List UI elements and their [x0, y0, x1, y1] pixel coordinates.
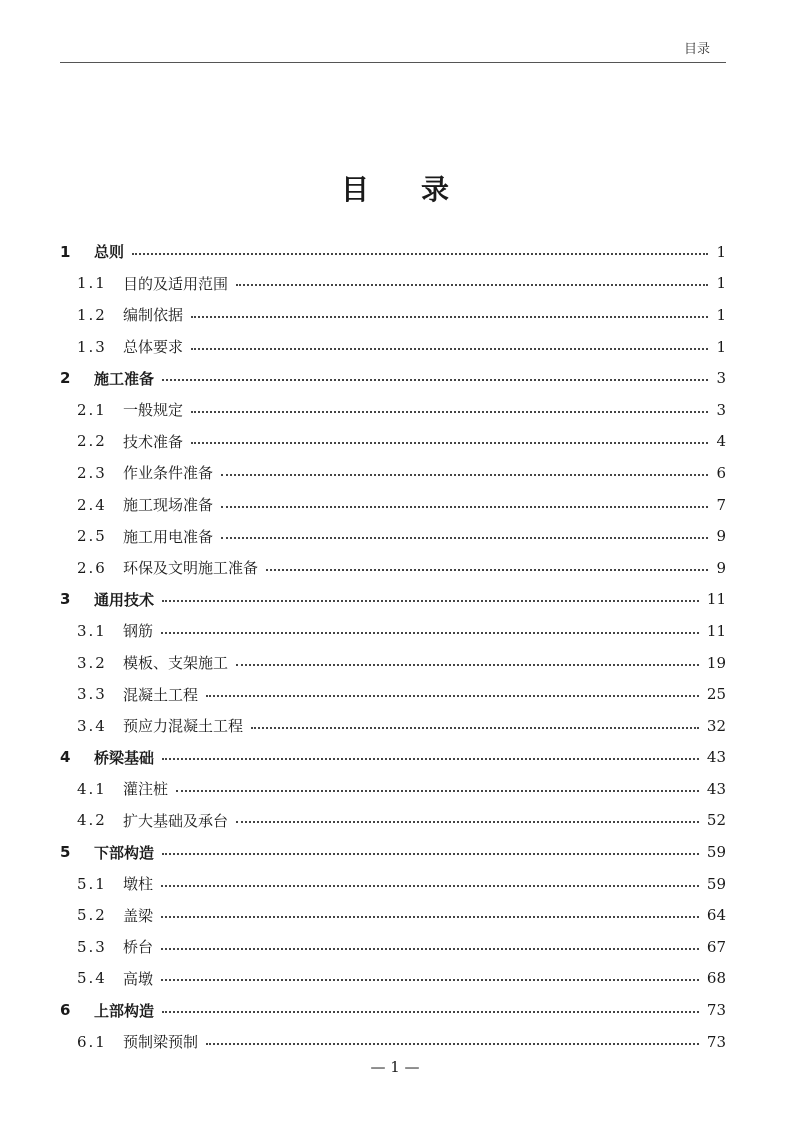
toc-section-entry[interactable]: [60, 931, 726, 963]
toc-entry-number: 5.4: [77, 969, 107, 988]
toc-page-number: 3: [716, 400, 726, 419]
toc-page-number: 1: [716, 305, 726, 324]
toc-page-number: 59: [706, 874, 726, 893]
toc-section-entry[interactable]: [60, 457, 726, 489]
table-of-contents: [60, 236, 726, 1057]
toc-entry-number: 5.1: [77, 874, 107, 893]
toc-entry-number: 2.1: [77, 400, 107, 419]
toc-chapter-entry[interactable]: [60, 742, 726, 774]
page-number: — 1 —: [370, 1058, 420, 1076]
toc-entry-number: 1.1: [77, 274, 107, 293]
toc-section-entry[interactable]: [60, 520, 726, 552]
toc-section-entry[interactable]: [60, 1026, 726, 1058]
toc-dot-leader: [162, 853, 699, 855]
toc-dot-leader: [162, 600, 699, 602]
toc-section-entry[interactable]: [60, 773, 726, 805]
toc-page-number: 1: [716, 274, 726, 293]
toc-chapter-entry[interactable]: [60, 836, 726, 868]
toc-dot-leader: [191, 411, 708, 413]
toc-dot-leader: [132, 253, 708, 255]
toc-entry-number: 2: [60, 369, 73, 388]
toc-dot-leader: [162, 1011, 699, 1013]
toc-page-number: 52: [706, 811, 726, 830]
toc-page-number: 25: [706, 685, 726, 704]
toc-dot-leader: [221, 537, 708, 539]
toc-page-number: 73: [706, 1032, 726, 1051]
toc-section-entry[interactable]: [60, 394, 726, 426]
toc-page-number: 4: [716, 432, 726, 451]
toc-section-entry[interactable]: [60, 678, 726, 710]
toc-section-entry[interactable]: [60, 426, 726, 458]
toc-section-entry[interactable]: [60, 552, 726, 584]
toc-dot-leader: [236, 821, 699, 823]
toc-entry-title: 施工准备: [94, 369, 155, 388]
toc-entry-number: 5.2: [77, 906, 107, 925]
toc-entry-title: 作业条件准备: [123, 464, 214, 483]
toc-entry-title: 盖梁: [123, 906, 154, 925]
toc-page-number: 43: [706, 779, 726, 798]
toc-section-entry[interactable]: [60, 963, 726, 995]
toc-dot-leader: [266, 569, 708, 571]
toc-section-entry[interactable]: [60, 899, 726, 931]
toc-page-number: 1: [716, 337, 726, 356]
page-title: 目录: [340, 173, 501, 206]
toc-entry-title: 桥台: [123, 938, 154, 957]
toc-dot-leader: [176, 790, 699, 792]
toc-entry-title: 总体要求: [123, 338, 184, 357]
toc-dot-leader: [206, 1043, 699, 1045]
toc-entry-title: 预制梁预制: [123, 1033, 199, 1052]
toc-entry-number: 2.6: [77, 558, 107, 577]
toc-entry-title: 下部构造: [94, 843, 155, 862]
toc-dot-leader: [161, 632, 699, 634]
toc-entry-title: 预应力混凝土工程: [123, 717, 244, 736]
toc-dot-leader: [162, 758, 699, 760]
toc-dot-leader: [206, 695, 699, 697]
toc-entry-title: 一般规定: [123, 401, 184, 420]
toc-entry-number: 2.3: [77, 463, 107, 482]
toc-chapter-entry[interactable]: [60, 994, 726, 1026]
toc-entry-title: 目的及适用范围: [123, 274, 229, 293]
toc-page-number: 7: [716, 495, 726, 514]
toc-entry-number: 4.1: [77, 779, 107, 798]
toc-entry-number: 2.4: [77, 495, 107, 514]
toc-section-entry[interactable]: [60, 868, 726, 900]
toc-section-entry[interactable]: [60, 647, 726, 679]
toc-entry-number: 6: [60, 1001, 73, 1020]
toc-page-number: 43: [706, 748, 726, 767]
toc-page-number: 59: [706, 843, 726, 862]
toc-entry-number: 2.2: [77, 432, 107, 451]
toc-page-number: 32: [706, 716, 726, 735]
toc-entry-title: 混凝土工程: [123, 685, 199, 704]
toc-entry-number: 3.4: [77, 716, 107, 735]
running-header: 目录: [683, 42, 710, 57]
toc-entry-title: 钢筋: [123, 622, 154, 641]
toc-entry-number: 3.3: [77, 685, 107, 704]
toc-entry-number: 3.2: [77, 653, 107, 672]
toc-entry-number: 4.2: [77, 811, 107, 830]
toc-entry-number: 2.5: [77, 527, 107, 546]
toc-dot-leader: [161, 885, 699, 887]
toc-section-entry[interactable]: [60, 268, 726, 300]
toc-dot-leader: [161, 916, 699, 918]
toc-section-entry[interactable]: [60, 489, 726, 521]
toc-entry-title: 灌注桩: [123, 780, 169, 799]
toc-entry-title: 技术准备: [123, 432, 184, 451]
toc-section-entry[interactable]: [60, 805, 726, 837]
toc-page-number: 9: [716, 558, 726, 577]
toc-entry-title: 环保及文明施工准备: [123, 559, 259, 578]
toc-dot-leader: [191, 348, 708, 350]
toc-page-number: 6: [716, 463, 726, 482]
toc-section-entry[interactable]: [60, 299, 726, 331]
toc-section-entry[interactable]: [60, 331, 726, 363]
toc-page-number: 11: [706, 590, 726, 609]
toc-entry-title: 施工现场准备: [123, 496, 214, 515]
toc-dot-leader: [161, 979, 699, 981]
toc-section-entry[interactable]: [60, 615, 726, 647]
toc-page-number: 11: [706, 621, 726, 640]
toc-page-number: 19: [706, 653, 726, 672]
toc-page-number: 64: [706, 906, 726, 925]
header-rule: [60, 62, 726, 63]
toc-dot-leader: [251, 727, 699, 729]
toc-page-number: 68: [706, 969, 726, 988]
toc-dot-leader: [221, 506, 708, 508]
toc-page-number: 3: [716, 369, 726, 388]
toc-dot-leader: [191, 442, 708, 444]
toc-entry-number: 5: [60, 843, 73, 862]
toc-entry-title: 墩柱: [123, 875, 154, 894]
toc-page-number: 1: [716, 242, 726, 261]
toc-entry-number: 4: [60, 748, 73, 767]
toc-dot-leader: [191, 316, 708, 318]
toc-entry-number: 1.3: [77, 337, 107, 356]
toc-entry-title: 模板、支架施工: [123, 654, 229, 673]
toc-chapter-entry[interactable]: [60, 236, 726, 268]
toc-entry-number: 1: [60, 242, 73, 261]
toc-entry-number: 3: [60, 590, 73, 609]
toc-page-number: 67: [706, 937, 726, 956]
toc-entry-title: 总则: [94, 243, 125, 262]
toc-dot-leader: [162, 379, 708, 381]
toc-entry-number: 1.2: [77, 305, 107, 324]
toc-chapter-entry[interactable]: [60, 362, 726, 394]
toc-entry-title: 施工用电准备: [123, 527, 214, 546]
toc-entry-title: 上部构造: [94, 1001, 155, 1020]
toc-entry-number: 6.1: [77, 1032, 107, 1051]
toc-dot-leader: [236, 284, 708, 286]
toc-dot-leader: [161, 948, 699, 950]
toc-entry-number: 3.1: [77, 621, 107, 640]
toc-entry-title: 编制依据: [123, 306, 184, 325]
toc-section-entry[interactable]: [60, 710, 726, 742]
toc-entry-title: 高墩: [123, 969, 154, 988]
toc-entry-title: 通用技术: [94, 590, 155, 609]
toc-entry-title: 桥梁基础: [94, 748, 155, 767]
toc-dot-leader: [236, 664, 699, 666]
toc-page-number: 73: [706, 1001, 726, 1020]
toc-entry-number: 5.3: [77, 937, 107, 956]
toc-page-number: 9: [716, 527, 726, 546]
toc-entry-title: 扩大基础及承台: [123, 811, 229, 830]
toc-dot-leader: [221, 474, 708, 476]
toc-chapter-entry[interactable]: [60, 584, 726, 616]
